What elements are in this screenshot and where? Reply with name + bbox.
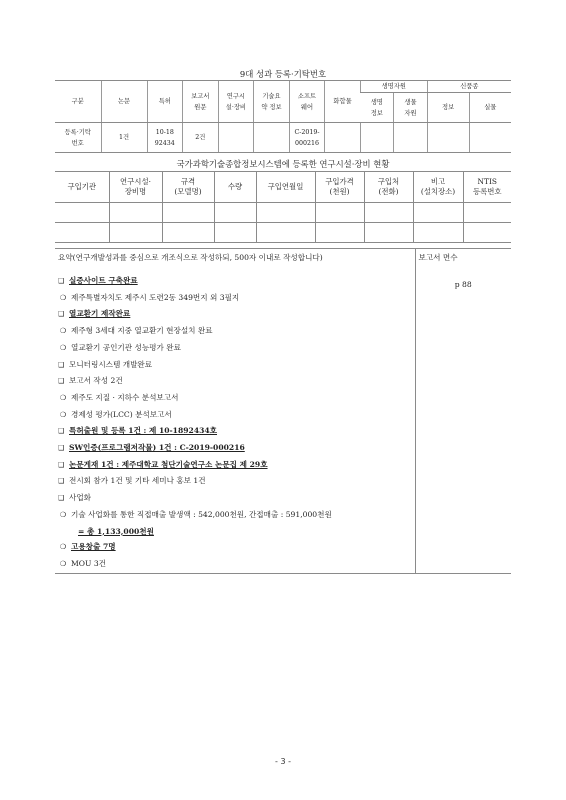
- empty-cell: [463, 203, 511, 223]
- circle-bullet-icon: ❍: [60, 293, 67, 302]
- list-item: [58, 440, 415, 457]
- empty-cell: [463, 223, 511, 243]
- square-bullet-icon: ❑: [58, 444, 65, 453]
- list-item-text: MOU 3건: [71, 558, 106, 568]
- empty-cell: [413, 223, 463, 243]
- empty-cell: [214, 203, 256, 223]
- square-bullet-icon: ❑: [58, 477, 65, 486]
- list-item: [58, 373, 415, 390]
- list-item: [58, 407, 415, 424]
- header-tech: 기술요 약 정보: [254, 81, 290, 123]
- page-number: - 3 -: [275, 757, 291, 766]
- square-bullet-icon: ❑: [58, 427, 65, 436]
- list-item: [58, 539, 415, 556]
- list-item-text: 열교환기 제작완료: [69, 309, 131, 319]
- summary-cell: [55, 249, 415, 574]
- header-price: 구입가격 (천원): [315, 172, 364, 203]
- square-bullet-icon: ❑: [58, 494, 65, 503]
- list-item: [58, 357, 415, 374]
- row-software: C-2019- 000216: [289, 123, 325, 153]
- list-item: [58, 524, 415, 540]
- header-buyer: 구입기관: [55, 172, 109, 203]
- list-item: [58, 507, 415, 524]
- square-bullet-icon: ❑: [58, 277, 65, 285]
- pages-value: p 88: [454, 280, 472, 289]
- row-nv-info: [427, 123, 469, 153]
- header-vendor: 구입처 (전화): [364, 172, 413, 203]
- header-spec: 규격 (모델명): [162, 172, 214, 203]
- header-compound: 화합물: [325, 81, 361, 123]
- row-paper: 1건: [101, 123, 147, 153]
- section1-title: 9대 성과 등록·기탁번호: [239, 69, 327, 79]
- summary-table: [55, 248, 511, 574]
- header-nv-real: 실물: [469, 93, 511, 123]
- empty-cell: [55, 203, 109, 223]
- list-item-text: SW인증(프로그램저작물) 1건 : C-2019-000216: [69, 443, 245, 453]
- row-compound: [325, 123, 361, 153]
- list-item: [58, 323, 415, 340]
- header-nv-info: 정보: [427, 93, 469, 123]
- empty-cell: [162, 203, 214, 223]
- empty-cell: [364, 223, 413, 243]
- list-item: [58, 457, 415, 474]
- header-bio-info: 생명 정보: [360, 93, 393, 123]
- list-item-text: 사업화: [69, 493, 92, 503]
- list-item: [58, 273, 415, 290]
- pages-header: 보고서 면수: [418, 253, 458, 262]
- row-label: 등록·기탁 번호: [55, 123, 101, 153]
- list-item-text: 기술 사업화를 통한 직접매출 발생액 : 542,000천원, 간접매출 : 591,000천원: [71, 509, 332, 519]
- row-tech: [254, 123, 290, 153]
- empty-cell: [55, 223, 109, 243]
- list-item-text: 제주도 지질 · 지하수 분석보고서: [71, 392, 179, 402]
- list-item-text: 특허출원 및 등록 1건 : 제 10-1892434호: [69, 426, 218, 436]
- empty-cell: [214, 223, 256, 243]
- circle-bullet-icon: ❍: [60, 559, 67, 568]
- circle-bullet-icon: ❍: [60, 343, 67, 352]
- list-item: [58, 340, 415, 357]
- list-item-text: 제주형 3세대 지중 열교환기 현장설치 완료: [71, 326, 213, 336]
- header-report: 보고서 원문: [183, 81, 219, 123]
- header-bio: 생명자원: [360, 81, 427, 93]
- summary-header: 요약(연구개발성과를 중심으로 개조식으로 작성하되, 500자 이내로 작성합니다): [58, 253, 323, 262]
- circle-bullet-icon: ❍: [60, 327, 67, 336]
- list-item-text: 제주특별자치도 제주시 도련2동 349번지 외 3필지: [71, 292, 240, 302]
- list-item: [58, 556, 415, 573]
- empty-cell: [256, 203, 315, 223]
- row-bio-res: [394, 123, 427, 153]
- empty-cell: [413, 203, 463, 223]
- header-equipment-name: 연구시설· 장비명: [109, 172, 162, 203]
- header-bio-res: 생물 자원: [394, 93, 427, 123]
- empty-cell: [162, 223, 214, 243]
- empty-cell: [315, 223, 364, 243]
- header-date: 구입연월일: [256, 172, 315, 203]
- list-item: [58, 423, 415, 440]
- row-bio-info: [360, 123, 393, 153]
- list-item-text: 전시회 참가 1건 및 기타 세미나 홍보 1건: [69, 476, 206, 486]
- circle-bullet-icon: ❍: [60, 543, 67, 552]
- square-bullet-icon: ❑: [58, 377, 65, 386]
- header-ntis: NTIS 등록번호: [463, 172, 511, 203]
- empty-cell: [109, 223, 162, 243]
- square-bullet-icon: ❑: [58, 460, 65, 469]
- header-note: 비고 (설치장소): [413, 172, 463, 203]
- row-facility: [218, 123, 254, 153]
- list-item-text: 모니터링시스템 개발완료: [69, 359, 153, 369]
- list-item-text: 보고서 작성 2건: [69, 376, 123, 386]
- list-item: [58, 290, 415, 307]
- list-item-text: = 총 1,133,000천원: [78, 526, 154, 536]
- section2-title: 국가과학기술종합정보시스템에 등록한 연구시설·장비 현황: [176, 159, 390, 169]
- achievements-table: [55, 80, 511, 153]
- list-item-text: 열교환기 공인기관 성능평가 완료: [71, 342, 181, 352]
- header-paper: 논문: [101, 81, 147, 123]
- circle-bullet-icon: ❍: [60, 393, 67, 402]
- square-bullet-icon: ❑: [58, 360, 65, 369]
- row-report: 2건: [183, 123, 219, 153]
- circle-bullet-icon: ❍: [60, 510, 67, 519]
- list-item-text: 고용창출 7명: [71, 542, 116, 552]
- header-qty: 수량: [214, 172, 256, 203]
- pages-cell: [415, 249, 511, 574]
- list-item: [58, 390, 415, 407]
- header-category: 구분: [55, 81, 101, 123]
- equipment-table: [55, 171, 511, 243]
- row-nv-real: [469, 123, 511, 153]
- row-patent: 10-18 92434: [147, 123, 183, 153]
- header-patent: 특허: [147, 81, 183, 123]
- header-new-variety: 신품종: [427, 81, 511, 93]
- empty-cell: [364, 203, 413, 223]
- header-software: 소프트 웨어: [289, 81, 325, 123]
- list-item: [58, 490, 415, 507]
- list-item-text: 논문게재 1건 : 제주대학교 첨단기술연구소 논문집 제 29호: [69, 459, 268, 469]
- empty-cell: [256, 223, 315, 243]
- square-bullet-icon: ❑: [58, 310, 65, 319]
- list-item-text: 경제성 평가(LCC) 분석보고서: [71, 409, 172, 419]
- empty-cell: [315, 203, 364, 223]
- header-facility: 연구시 설·장비: [218, 81, 254, 123]
- summary-list: [55, 263, 415, 573]
- list-item-text: 실증사이트 구축완료: [69, 276, 138, 285]
- list-item: [58, 473, 415, 490]
- circle-bullet-icon: ❍: [60, 410, 67, 419]
- list-item: [58, 306, 415, 323]
- empty-cell: [109, 203, 162, 223]
